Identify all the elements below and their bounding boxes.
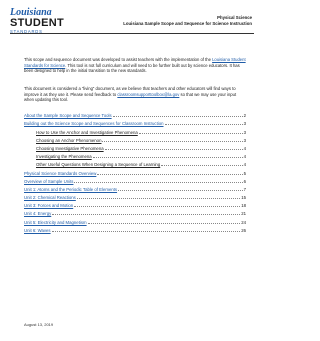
toc-entry-page: 24 bbox=[241, 219, 246, 225]
toc-leader-dots bbox=[52, 231, 241, 232]
toc-leader-dots bbox=[161, 165, 242, 166]
intro-text: This document is considered a “living” document, as we believe that teachers and other educators will find ways to improve it as they use it. Please send feedback to bbox=[24, 86, 236, 97]
document-date: August 13, 2019 bbox=[24, 322, 54, 327]
toc-leader-dots bbox=[118, 190, 243, 191]
standards-link[interactable]: Louisiana Student Standards for Science bbox=[24, 57, 246, 68]
toc-entry[interactable] bbox=[24, 151, 246, 159]
toc-entry-title[interactable]: Overview of Sample Units bbox=[24, 178, 74, 184]
toc-entry-title[interactable]: Choosing an Anchor Phenomenon bbox=[36, 137, 102, 143]
toc-entry-title[interactable]: How to Use the Anchor and Investigative Phenomena bbox=[36, 129, 138, 135]
toc-entry-page: 7 bbox=[243, 186, 246, 192]
toc-leader-dots bbox=[93, 157, 243, 158]
toc-leader-dots bbox=[102, 141, 242, 142]
intro-paragraph-2 bbox=[24, 86, 246, 103]
toc-entry-title[interactable]: About the Sample Scope and Sequence Tools bbox=[24, 113, 112, 119]
toc-entry-title[interactable]: Unit 5: Electricity and Magnetism bbox=[24, 219, 87, 225]
toc-leader-dots bbox=[113, 116, 243, 117]
toc-entry-title[interactable]: Investigating the Phenomena bbox=[36, 154, 92, 160]
toc-entry-title[interactable]: Other Useful Questions When Designing a Sequence of Learning bbox=[36, 162, 161, 168]
toc-entry-page: 26 bbox=[241, 227, 246, 233]
toc-entry[interactable] bbox=[24, 176, 246, 184]
feedback-email-link[interactable]: classroomsupporttoolbox@la.gov bbox=[117, 91, 180, 97]
logo-line-3: STANDARDS bbox=[10, 29, 43, 34]
intro-text: so that we may use your input when updating this tool. bbox=[24, 91, 237, 103]
header-title: Physical Science bbox=[217, 15, 252, 20]
header-divider bbox=[10, 33, 254, 34]
logo-line-1: Louisiana bbox=[10, 7, 52, 18]
intro-paragraph-1 bbox=[24, 57, 246, 74]
toc-leader-dots bbox=[139, 133, 243, 134]
louisiana-student-standards-logo bbox=[10, 8, 70, 34]
toc-entry-title[interactable]: Unit 2: Chemical Reactions bbox=[24, 195, 76, 201]
toc-entry-title[interactable]: Unit 1: Atoms and the Periodic Table of Elements bbox=[24, 186, 118, 192]
toc-entry-page: 2 bbox=[243, 113, 246, 119]
document-header bbox=[123, 15, 252, 27]
toc-leader-dots bbox=[74, 182, 242, 183]
toc-entry[interactable] bbox=[24, 135, 246, 143]
intro-text: This scope and sequence document was developed to assist teachers with the implementation of the bbox=[24, 57, 213, 62]
toc-leader-dots bbox=[105, 149, 243, 150]
intro-text: . This tool is not full curriculum and will need to be further built out by science educators. It has been designed to help in the initial transition to the new standards. bbox=[24, 62, 240, 74]
toc-entry-page: 3 bbox=[243, 121, 246, 127]
toc-entry-title[interactable]: Unit 3: Forces and Motion bbox=[24, 203, 74, 209]
table-of-contents bbox=[24, 110, 246, 233]
toc-leader-dots bbox=[165, 124, 243, 125]
toc-entry[interactable] bbox=[24, 192, 246, 200]
toc-leader-dots bbox=[77, 198, 240, 199]
header-subtitle: Louisiana Sample Scope and Sequence for Science Instruction bbox=[123, 21, 252, 26]
toc-entry-page: 21 bbox=[241, 211, 246, 217]
toc-leader-dots bbox=[88, 223, 241, 224]
toc-entry-page: 4 bbox=[243, 154, 246, 160]
toc-entry-page: 4 bbox=[243, 145, 246, 151]
toc-entry[interactable] bbox=[24, 118, 246, 126]
toc-entry[interactable] bbox=[24, 159, 246, 167]
toc-entry[interactable] bbox=[24, 126, 246, 134]
toc-entry-page: 15 bbox=[241, 195, 246, 201]
toc-leader-dots bbox=[52, 214, 240, 215]
toc-entry[interactable] bbox=[24, 225, 246, 233]
toc-entry-page: 6 bbox=[243, 178, 246, 184]
toc-entry[interactable] bbox=[24, 216, 246, 224]
logo-line-2: STUDENT bbox=[10, 17, 65, 29]
toc-entry-title[interactable]: Choosing Investigative Phenomena bbox=[36, 145, 104, 151]
toc-entry-page: 3 bbox=[243, 137, 246, 143]
toc-leader-dots bbox=[74, 206, 240, 207]
toc-entry-title[interactable]: Building out the Science Scope and Sequences for Classroom Instruction bbox=[24, 121, 164, 127]
toc-entry-page: 3 bbox=[243, 129, 246, 135]
toc-entry-title[interactable]: Unit 4: Energy bbox=[24, 211, 52, 217]
toc-entry[interactable] bbox=[24, 143, 246, 151]
toc-entry-title[interactable]: Physical Science Standards Overview bbox=[24, 170, 97, 176]
toc-entry-title[interactable]: Unit 6: Waves bbox=[24, 227, 51, 233]
toc-entry[interactable] bbox=[24, 167, 246, 175]
toc-entry[interactable] bbox=[24, 110, 246, 118]
toc-entry-page: 5 bbox=[243, 170, 246, 176]
toc-entry-page: 18 bbox=[241, 203, 246, 209]
toc-leader-dots bbox=[97, 174, 242, 175]
toc-entry[interactable] bbox=[24, 208, 246, 216]
toc-entry[interactable] bbox=[24, 200, 246, 208]
toc-entry-page: 4 bbox=[243, 162, 246, 168]
toc-entry[interactable] bbox=[24, 184, 246, 192]
